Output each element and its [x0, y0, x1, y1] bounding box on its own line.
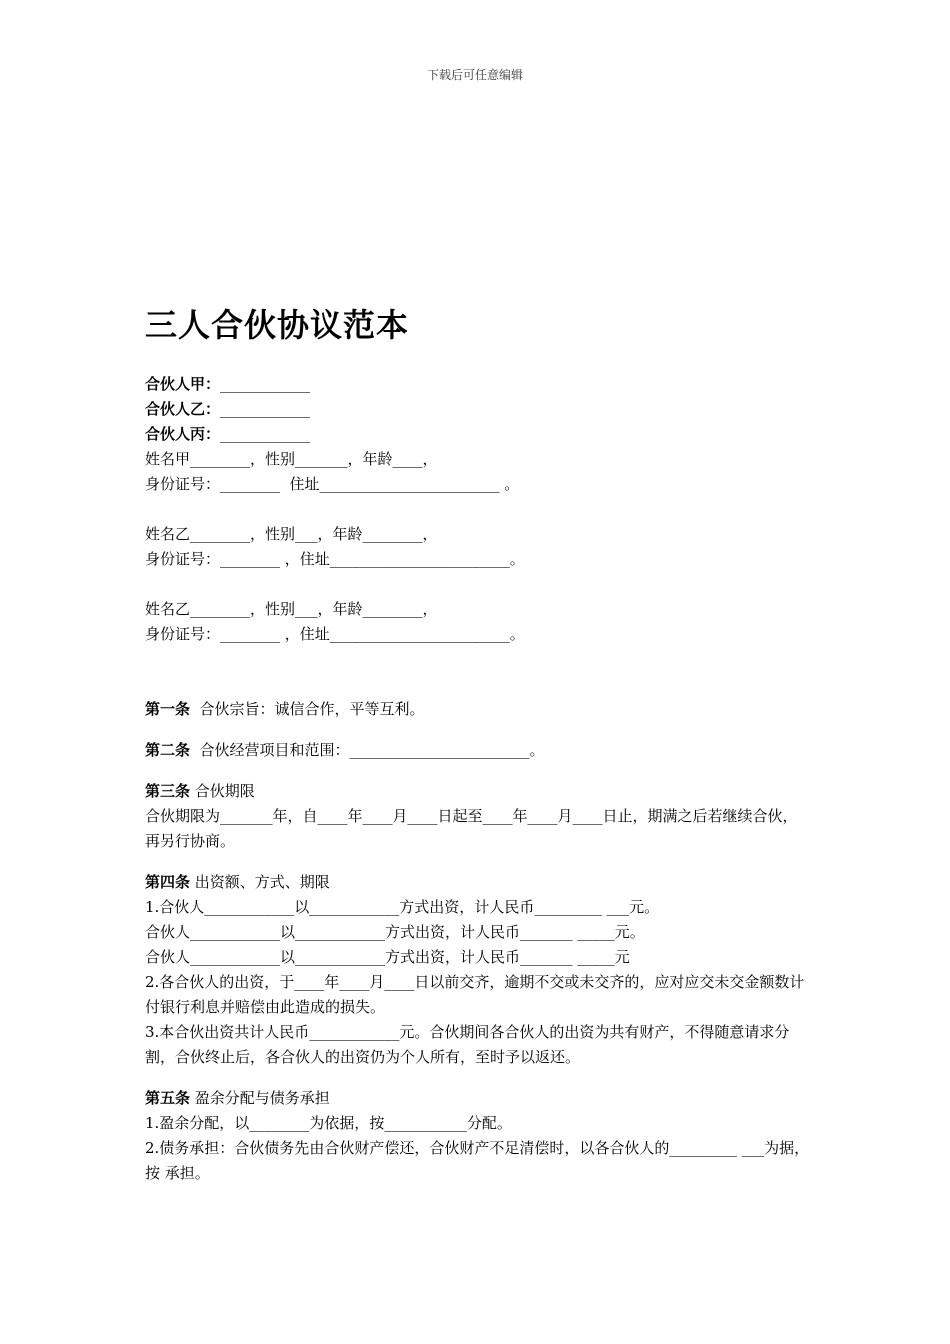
person-a-info: 姓名甲________，性别_______，年龄____，	[145, 450, 438, 468]
article-3-body: 合伙期限为_______年，自____年____月____日起至____年____月____日止，期满之后若继续合伙，再另行协商。	[145, 807, 798, 850]
partner-b-blank: ____________	[220, 400, 311, 418]
spacer	[145, 497, 810, 522]
article-4-heading: 第四条	[145, 873, 191, 891]
spacer	[145, 647, 810, 697]
page-header-note: 下载后可任意编辑	[426, 68, 523, 82]
article-2	[145, 738, 810, 763]
article-4-para-2: 2.各合伙人的出资，于____年____月____日以前交齐，逾期不交或未交齐的，应对应交未交金额数计付银行利息并赔偿由此造成的损失。	[145, 973, 805, 1016]
article-4-line-3: 合伙人____________以____________方式出资，计人民币_______ _____元	[145, 948, 630, 966]
partner-b-label: 合伙人乙：	[145, 400, 221, 418]
article-4-line-1: 1.合伙人____________以____________方式出资，计人民币_________ ___元。	[145, 898, 660, 916]
person-b-info: 姓名乙________，性别___，年龄________，	[145, 525, 438, 543]
article-2-heading: 第二条	[145, 741, 191, 759]
article-4-para-3: 3.本合伙出资共计人民币____________元。合伙期间各合伙人的出资为共有财产，不得随意请求分割，合伙终止后，各合伙人的出资仍为个人所有，至时予以返还。	[145, 1023, 790, 1066]
article-5	[145, 1086, 810, 1111]
partner-a-label: 合伙人甲：	[145, 375, 221, 393]
partner-a-line	[145, 372, 810, 397]
person-c-id-address: 身份证号：________ ，住址________________________。	[145, 625, 525, 643]
article-4-line-2: 合伙人____________以____________方式出资，计人民币_______ _____元。	[145, 923, 645, 941]
article-1	[145, 697, 810, 722]
article-5-text: 盈余分配与债务承担	[190, 1089, 330, 1107]
article-3	[145, 779, 810, 804]
spacer	[145, 1070, 810, 1086]
person-a-id-address: 身份证号：________ 住址________________________ 。	[145, 475, 520, 493]
article-2-text: 合伙经营项目和范围：________________________。	[190, 741, 545, 759]
partner-a-blank: ____________	[220, 375, 311, 393]
spacer	[145, 854, 810, 870]
spacer	[145, 722, 810, 738]
article-4-text: 出资额、方式、期限	[190, 873, 330, 891]
document-title: 三人合伙协议范本	[145, 306, 410, 344]
person-c-info: 姓名乙________，性别___，年龄________，	[145, 600, 438, 618]
partner-c-line	[145, 422, 810, 447]
article-1-heading: 第一条	[145, 700, 191, 718]
article-4	[145, 870, 810, 895]
spacer	[145, 763, 810, 779]
partner-b-line	[145, 397, 810, 422]
person-b-id-address: 身份证号：________ ，住址________________________。	[145, 550, 525, 568]
partner-c-label: 合伙人丙：	[145, 425, 221, 443]
article-5-line-1: 1.盈余分配，以________为依据，按___________分配。	[145, 1114, 512, 1132]
article-1-text: 合伙宗旨：诚信合作，平等互利。	[190, 700, 425, 718]
document-body	[145, 372, 810, 1186]
partner-c-blank: ____________	[220, 425, 311, 443]
article-5-para-2: 2.债务承担：合伙债务先由合伙财产偿还，合伙财产不足清偿时，以各合伙人的_________ ___为据，按 承担。	[145, 1139, 810, 1182]
article-3-heading: 第三条	[145, 782, 191, 800]
spacer	[145, 572, 810, 597]
article-3-text: 合伙期限	[190, 782, 255, 800]
article-5-heading: 第五条	[145, 1089, 191, 1107]
